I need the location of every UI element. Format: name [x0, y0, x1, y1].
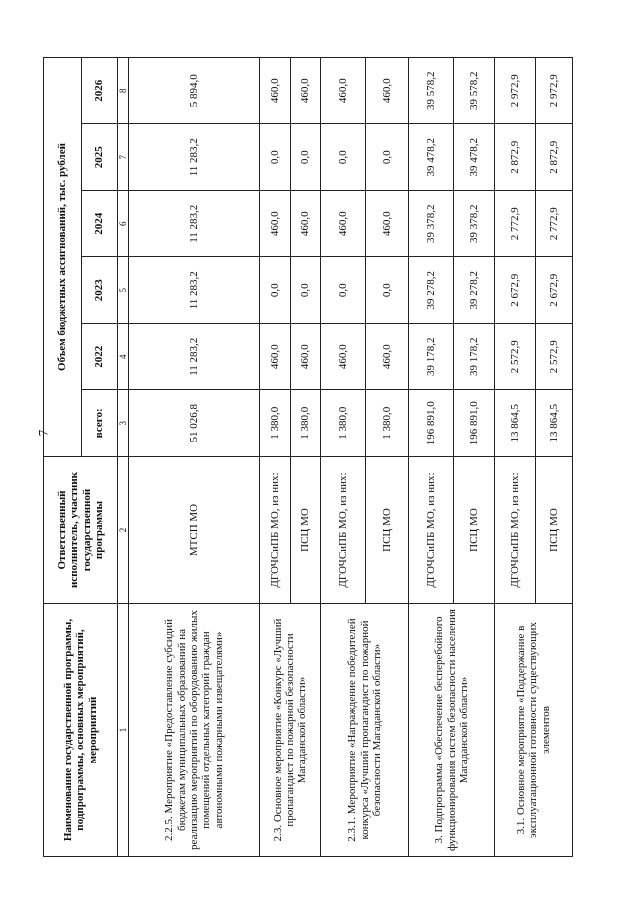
table-row — [409, 58, 454, 857]
index-cell: 2 — [118, 457, 129, 604]
row-name: 2.3.1. Мероприятие «Награждение победителей конкурса «Лучший пропагандист по пожарной безопасности Магаданской области» — [321, 604, 409, 857]
index-row — [118, 58, 129, 857]
value-total: 1 380,0 — [321, 390, 366, 457]
header-responsible: Ответственный исполнитель, участник государственной программы — [44, 457, 118, 604]
table-row — [321, 58, 366, 857]
row-responsible: ПСЦ МО — [454, 457, 495, 604]
rotated-table-wrapper — [43, 57, 573, 857]
value-2025: 2 872,9 — [495, 124, 536, 191]
value-2025: 11 283,2 — [129, 124, 260, 191]
index-cell: 4 — [118, 324, 129, 391]
value-2022: 39 178,2 — [409, 324, 454, 391]
header-name: Наименование государственной программы, подпрограммы, основных мероприятий, мероприятий — [44, 604, 118, 857]
header-year-2023: 2023 — [82, 257, 118, 324]
row-name: 3. Подпрограмма «Обеспечение бесперебойного функционирования систем безопасности населения Магаданской области» — [409, 604, 495, 857]
value-2022: 460,0 — [321, 324, 366, 391]
value-2023: 39 278,2 — [454, 257, 495, 324]
value-2026: 460,0 — [290, 58, 321, 125]
value-2025: 2 872,9 — [536, 124, 573, 191]
table-row — [495, 58, 536, 857]
value-2023: 39 278,2 — [409, 257, 454, 324]
value-2022: 460,0 — [260, 324, 291, 391]
value-total: 196 891,0 — [454, 390, 495, 457]
value-2025: 0,0 — [321, 124, 366, 191]
row-responsible: ДГОЧСиПБ МО, из них: — [495, 457, 536, 604]
value-2024: 460,0 — [366, 191, 409, 258]
value-2023: 11 283,2 — [129, 257, 260, 324]
row-name: 2.3. Основное мероприятие «Конкурс «Лучший пропагандист по пожарной безопасности Магаданской области» — [260, 604, 321, 857]
value-2025: 39 478,2 — [454, 124, 495, 191]
header-total: всего: — [82, 390, 118, 457]
header-year-2022: 2022 — [82, 324, 118, 391]
row-responsible: ПСЦ МО — [366, 457, 409, 604]
index-cell: 6 — [118, 191, 129, 258]
value-total: 13 864,5 — [495, 390, 536, 457]
index-cell: 5 — [118, 257, 129, 324]
header-year-2026: 2026 — [82, 58, 118, 125]
row-responsible: ДГОЧСиПБ МО, из них: — [321, 457, 366, 604]
row-responsible: МТСП МО — [129, 457, 260, 604]
header-year-2024: 2024 — [82, 191, 118, 258]
value-2024: 460,0 — [260, 191, 291, 258]
value-2026: 460,0 — [321, 58, 366, 125]
value-2024: 460,0 — [290, 191, 321, 258]
row-responsible: ПСЦ МО — [290, 457, 321, 604]
index-cell: 7 — [118, 124, 129, 191]
value-2024: 39 378,2 — [409, 191, 454, 258]
table-row — [260, 58, 291, 857]
budget-table — [43, 57, 573, 857]
value-2023: 2 672,9 — [495, 257, 536, 324]
page-number: 7 — [35, 429, 51, 437]
value-2024: 460,0 — [321, 191, 366, 258]
row-responsible: ДГОЧСиПБ МО, из них: — [409, 457, 454, 604]
value-2022: 460,0 — [290, 324, 321, 391]
value-2022: 2 572,9 — [536, 324, 573, 391]
value-2026: 460,0 — [260, 58, 291, 125]
value-2026: 2 972,9 — [495, 58, 536, 125]
value-total: 1 380,0 — [260, 390, 291, 457]
value-total: 196 891,0 — [409, 390, 454, 457]
value-2022: 11 283,2 — [129, 324, 260, 391]
header-funding-group: Объем бюджетных ассигнований, тыс. рублей — [44, 58, 82, 457]
value-total: 13 864,5 — [536, 390, 573, 457]
value-2023: 0,0 — [290, 257, 321, 324]
value-2024: 11 283,2 — [129, 191, 260, 258]
value-total: 1 380,0 — [366, 390, 409, 457]
index-cell: 1 — [118, 604, 129, 857]
header-year-2025: 2025 — [82, 124, 118, 191]
row-responsible: ДГОЧСиПБ МО, из них: — [260, 457, 291, 604]
value-2024: 2 772,9 — [495, 191, 536, 258]
value-total: 51 026,8 — [129, 390, 260, 457]
value-2026: 460,0 — [366, 58, 409, 125]
value-2023: 2 672,9 — [536, 257, 573, 324]
value-2025: 0,0 — [260, 124, 291, 191]
index-cell: 3 — [118, 390, 129, 457]
value-2022: 460,0 — [366, 324, 409, 391]
value-2023: 0,0 — [366, 257, 409, 324]
value-total: 1 380,0 — [290, 390, 321, 457]
value-2025: 0,0 — [290, 124, 321, 191]
value-2026: 2 972,9 — [536, 58, 573, 125]
value-2024: 39 378,2 — [454, 191, 495, 258]
value-2026: 39 578,2 — [454, 58, 495, 125]
value-2022: 39 178,2 — [454, 324, 495, 391]
value-2024: 2 772,9 — [536, 191, 573, 258]
value-2025: 39 478,2 — [409, 124, 454, 191]
index-cell: 8 — [118, 58, 129, 125]
row-responsible: ПСЦ МО — [536, 457, 573, 604]
row-name: 3.1. Основное мероприятие «Поддержание в эксплуатационной готовности существующих элементов — [495, 604, 573, 857]
row-name: 2.2.5. Мероприятие «Предоставление субсидий бюджетам муниципальных образований на реализацию мероприятий по оборудованию жилых помещений отдельных категорий граждан автономными пожарными извещателями» — [129, 604, 260, 857]
value-2023: 0,0 — [260, 257, 291, 324]
value-2025: 0,0 — [366, 124, 409, 191]
table-row — [129, 58, 260, 857]
value-2026: 5 894,0 — [129, 58, 260, 125]
value-2022: 2 572,9 — [495, 324, 536, 391]
value-2023: 0,0 — [321, 257, 366, 324]
value-2026: 39 578,2 — [409, 58, 454, 125]
